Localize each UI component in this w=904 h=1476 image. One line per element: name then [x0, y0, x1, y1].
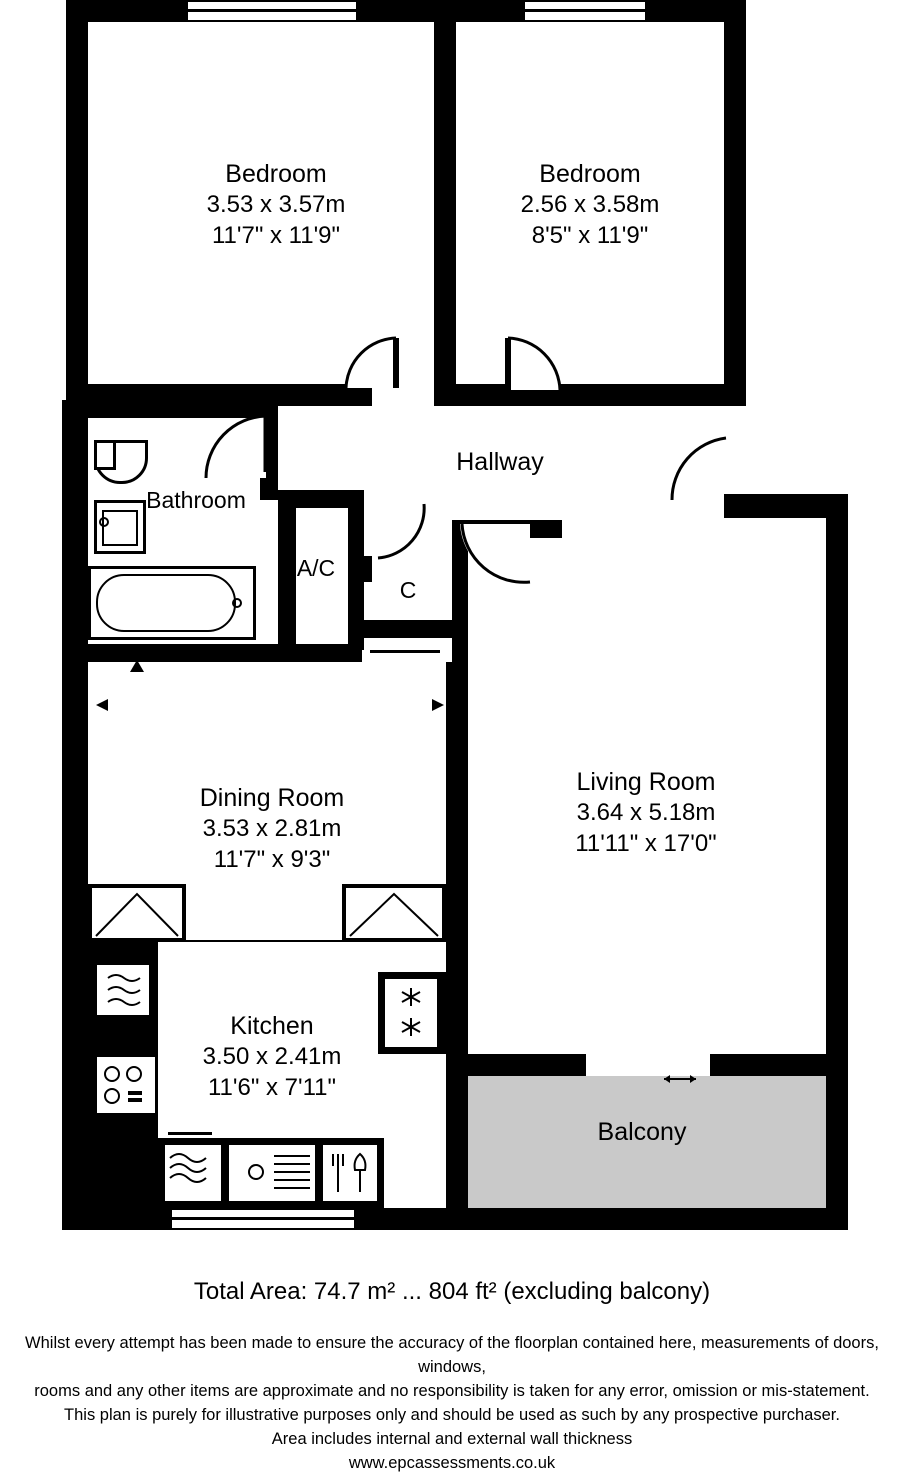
opening-marker-left	[92, 694, 114, 716]
kitchen-counter-top-line	[168, 1132, 212, 1135]
wall-gap-line	[370, 650, 440, 653]
counter-right-hob-icon	[346, 888, 442, 938]
bedroom2-name: Bedroom	[539, 160, 641, 188]
toilet-cistern	[94, 440, 116, 470]
label-balcony: Balcony	[597, 1118, 687, 1146]
wall-dining-living-divider	[446, 662, 468, 1228]
door-living	[440, 520, 560, 586]
living-name: Living Room	[576, 768, 716, 796]
bathtub-drain-icon	[228, 594, 246, 612]
wall-left-lower	[62, 400, 88, 1228]
washing-machine-icon	[166, 1146, 220, 1200]
disclaimer-line-1: Whilst every attempt has been made to ensure the accuracy of the floorplan contained here, measurements of doors, windows,	[25, 1334, 879, 1376]
disclaimer-block	[0, 1332, 904, 1476]
window-line-living-left	[472, 1063, 582, 1066]
dining-name: Dining Room	[199, 784, 345, 812]
door-bathroom	[200, 414, 280, 480]
wall-right-lower	[826, 494, 848, 1230]
kitchen-dims-imperial: 11'6" x 7'11"	[207, 1073, 337, 1101]
label-cupboard: C	[399, 577, 417, 603]
label-kitchen	[122, 1010, 422, 1103]
label-ac: A/C	[296, 555, 336, 581]
bedroom2-dims-imperial: 8'5" x 11'9"	[531, 221, 649, 249]
bedroom1-name: Bedroom	[225, 160, 327, 188]
opening-marker-right	[426, 694, 448, 716]
kitchen-divider-line	[186, 940, 346, 942]
sink-icon	[230, 1146, 314, 1200]
sliding-door-arrow-icon	[660, 1070, 700, 1088]
door-bedroom2	[452, 336, 562, 394]
label-bathroom: Bathroom	[146, 487, 246, 513]
window-line-2	[525, 9, 645, 12]
wall-left-upper	[66, 0, 88, 406]
bedroom1-dims-imperial: 11'7" x 11'9"	[211, 221, 341, 249]
wall-cupboard-bottom	[362, 620, 454, 638]
wall-nub-hall-left	[88, 400, 114, 418]
utensils-icon	[324, 1146, 376, 1200]
door-ac	[366, 500, 430, 562]
label-hallway: Hallway	[456, 448, 544, 476]
label-living	[496, 766, 796, 859]
bedroom1-dims-metric: 3.53 x 3.57m	[206, 191, 346, 218]
total-area-text: Total Area: 74.7 m² ... 804 ft² (excluding balcony)	[193, 1278, 711, 1305]
counter-left-hob-icon	[92, 888, 182, 938]
kitchen-name: Kitchen	[230, 1012, 314, 1040]
door-bedroom1	[344, 336, 440, 392]
kitchen-dims-metric: 3.50 x 2.41m	[202, 1043, 342, 1070]
bedroom2-dims-metric: 2.56 x 3.58m	[520, 191, 660, 218]
disclaimer-line-4: Area includes internal and external wall thickness	[271, 1429, 633, 1448]
living-dims-imperial: 11'11" x 17'0"	[575, 829, 717, 857]
window-line-living-right	[714, 1063, 824, 1066]
label-dining	[122, 782, 422, 875]
oven-icon	[98, 966, 148, 1014]
dining-dims-metric: 3.53 x 2.81m	[202, 815, 342, 842]
window-line-1	[188, 9, 356, 12]
door-entrance	[664, 432, 774, 504]
window-line-3	[172, 1217, 354, 1220]
living-dims-metric: 3.64 x 5.18m	[576, 799, 716, 826]
website-url: www.epcassessments.co.uk	[348, 1453, 556, 1472]
sink-tap-icon	[96, 514, 112, 530]
opening-marker-bathroom	[126, 656, 148, 676]
dining-dims-imperial: 11'7" x 9'3"	[213, 845, 331, 873]
label-bedroom1	[128, 158, 424, 251]
wall-bathroom-bottom	[62, 644, 362, 662]
disclaimer-line-3: This plan is purely for illustrative purposes only and should be used as such by any prospective purchaser.	[64, 1405, 840, 1424]
label-bedroom2	[440, 158, 740, 251]
disclaimer-line-2: rooms and any other items are approximate and no responsibility is taken for any error, omission or mis-statement.	[34, 1381, 870, 1400]
bathtub-inner	[96, 574, 236, 632]
